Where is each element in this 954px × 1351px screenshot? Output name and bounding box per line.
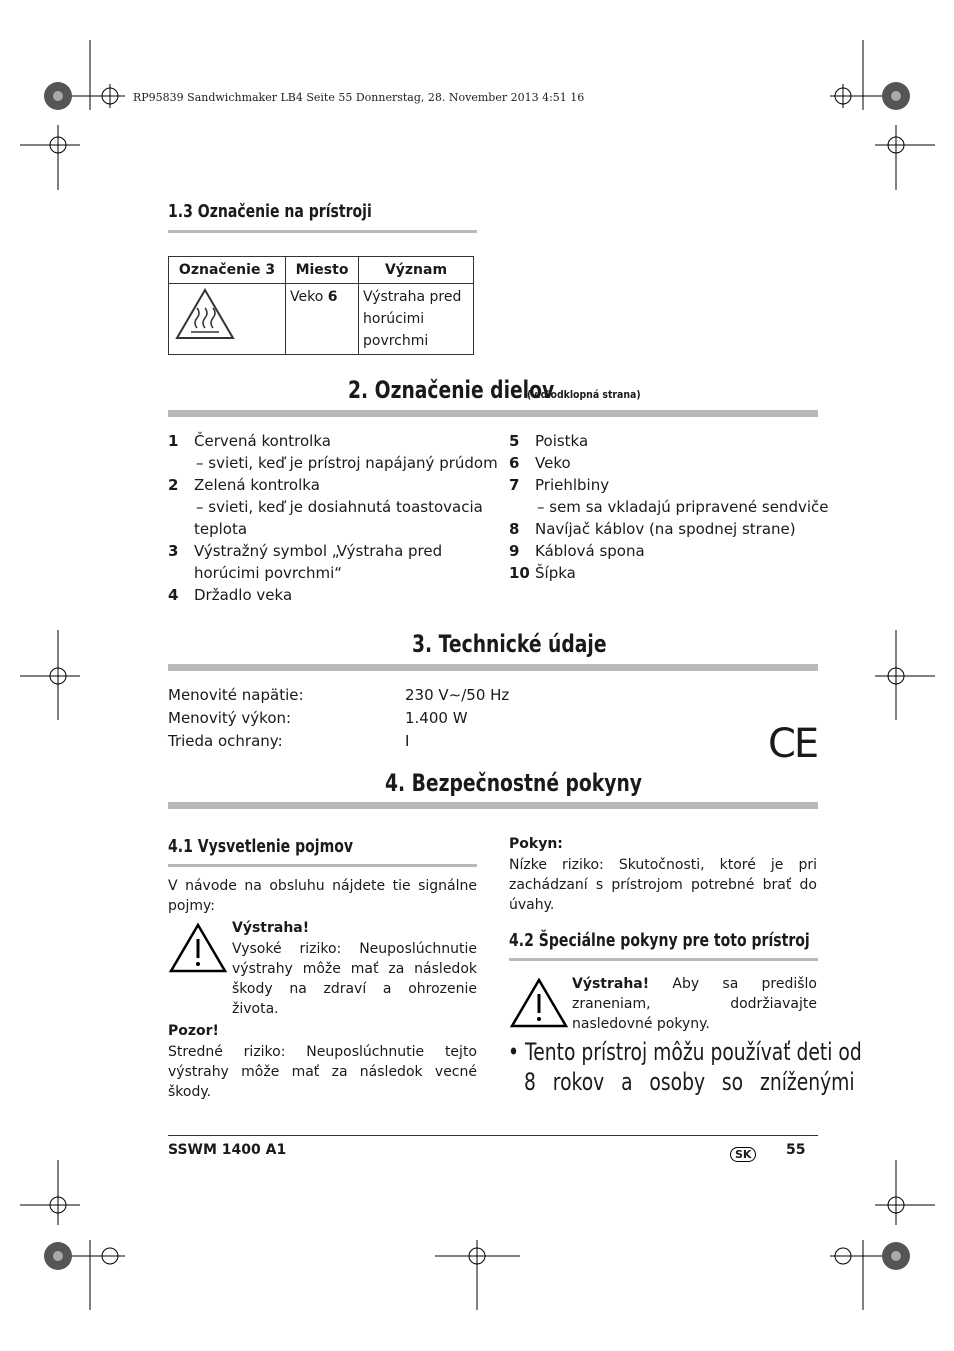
warning-title: Výstraha!: [232, 920, 310, 936]
symbol-table: [168, 256, 474, 355]
footer-lang-badge: [730, 1143, 756, 1162]
list-item: [509, 496, 828, 518]
section-rule: [168, 802, 818, 809]
list-item-text: – sem sa vkladajú pripravené sendviče: [537, 498, 829, 516]
list-item-text: Priehlbiny: [535, 476, 610, 494]
place-text: Veko: [290, 289, 328, 305]
meaning-line: povrchmi: [363, 333, 429, 349]
list-item-text: Šípka: [535, 564, 576, 582]
footer-model: SSWM 1400 A1: [168, 1142, 287, 1158]
list-item-number: 7: [509, 476, 520, 494]
list-item: [509, 452, 571, 474]
section-2-heading: 2. Označenie dielov: [348, 376, 555, 404]
place-cell: [286, 284, 359, 355]
spec-label: Trieda ochrany:: [168, 732, 283, 750]
place-number: 6: [327, 289, 338, 305]
spec-value: I: [405, 732, 410, 750]
list-item: [168, 452, 498, 474]
meaning-cell: [359, 284, 474, 355]
section-4-1-heading: 4.1 Vysvetlenie pojmov: [168, 836, 354, 857]
footer-rule: [168, 1135, 818, 1136]
list-item-text: horúcimi povrchmi“: [194, 564, 343, 582]
bullet-line: • Tento prístroj môžu používať deti od: [508, 1038, 862, 1066]
list-item: [509, 430, 588, 452]
list-item-number: 6: [509, 454, 520, 472]
list-item-text: Káblová spona: [535, 542, 645, 560]
list-item: [168, 430, 331, 452]
caution-title: Pozor!: [168, 1023, 219, 1039]
footer-page: 55: [786, 1142, 806, 1158]
print-header: RP95839 Sandwichmaker LB4 Seite 55 Donnerstag, 28. November 2013 4:51 16: [133, 91, 585, 104]
warning-triangle-icon: [509, 977, 569, 1029]
list-item: [509, 540, 645, 562]
section-rule: [168, 664, 818, 671]
table-header: Význam: [359, 257, 474, 284]
section-4-2-heading: 4.2 Špeciálne pokyny pre toto prístroj: [509, 930, 810, 951]
list-item-text: teplota: [194, 520, 248, 538]
list-item-text: Držadlo veka: [194, 586, 293, 604]
section-2-subnote: (viď odklopná strana): [527, 388, 641, 401]
list-item-text: Výstražný symbol „Výstraha pred: [194, 542, 443, 560]
intro-text: V návode na obsluhu nájdete tie signálne pojmy:: [168, 878, 477, 914]
list-item-number: 5: [509, 432, 520, 450]
table-header: Miesto: [286, 257, 359, 284]
section-3-heading: 3. Technické údaje: [412, 630, 607, 658]
list-item: [168, 584, 292, 606]
list-item-number: 2: [168, 476, 179, 494]
list-item: [168, 562, 342, 584]
section-4-heading: 4. Bezpečnostné pokyny: [385, 769, 642, 797]
section-rule: [168, 864, 477, 867]
list-item-text: Poistka: [535, 432, 589, 450]
list-item: [168, 540, 442, 562]
s42-warning-title: Výstraha!: [572, 976, 650, 992]
footer-lang: SK: [730, 1147, 756, 1162]
list-item-number: 10: [509, 564, 530, 582]
section-rule: [509, 958, 818, 961]
note-text: Nízke riziko: Skutočnosti, ktoré je pri zachádzaní s prístrojom potrebné brať do úvahy.: [509, 857, 817, 913]
meaning-line: horúcimi: [363, 311, 425, 327]
list-item: [168, 496, 483, 518]
s42-warning: [572, 974, 817, 1034]
warning-text: Vysoké riziko: Neuposlúchnutie výstrahy môže mať za následok škody na zdraví a ohrozenie života.: [232, 941, 477, 1017]
list-item-number: 8: [509, 520, 520, 538]
list-item: [168, 474, 320, 496]
list-item-text: Červená kontrolka: [194, 432, 331, 450]
ce-mark: CE: [768, 721, 818, 767]
list-item: [509, 562, 576, 584]
list-item-number: 4: [168, 586, 179, 604]
list-item: [168, 518, 247, 540]
note-title: Pokyn:: [509, 836, 563, 852]
spec-label: Menovitý výkon:: [168, 709, 292, 727]
hot-surface-warning-icon: [173, 286, 237, 342]
list-item-number: 1: [168, 432, 179, 450]
section-rule: [168, 230, 477, 233]
spec-value: 230 V∼/50 Hz: [405, 686, 510, 704]
symbol-cell: [169, 284, 286, 355]
section-1-3-heading: 1.3 Označenie na prístroji: [168, 201, 372, 222]
section-rule: [168, 410, 818, 417]
list-item-number: 9: [509, 542, 520, 560]
spec-label: Menovité napätie:: [168, 686, 304, 704]
caution-text: Stredné riziko: Neuposlúchnutie tejto výstrahy môže mať za následok vecné škody.: [168, 1044, 477, 1100]
list-item-number: 3: [168, 542, 179, 560]
list-item: [509, 518, 796, 540]
list-item-text: – svieti, keď je dosiahnutá toastovacia: [196, 498, 483, 516]
table-header: Označenie 3: [169, 257, 286, 284]
list-item-text: – svieti, keď je prístroj napájaný prúdom: [196, 454, 498, 472]
list-item-text: Navíjač káblov (na spodnej strane): [535, 520, 796, 538]
list-item-text: Veko: [535, 454, 571, 472]
spec-value: 1.400 W: [405, 709, 468, 727]
meaning-line: Výstraha pred: [363, 289, 462, 305]
warning-triangle-icon: [168, 922, 228, 974]
s42-warning-text: Aby sa predišlo zraneniam, dodržiavajte nasledovné pokyny.: [572, 976, 817, 1032]
bullet-line: 8 rokov a osoby so zníženými: [524, 1068, 855, 1096]
list-item: [509, 474, 609, 496]
list-item-text: Zelená kontrolka: [194, 476, 320, 494]
